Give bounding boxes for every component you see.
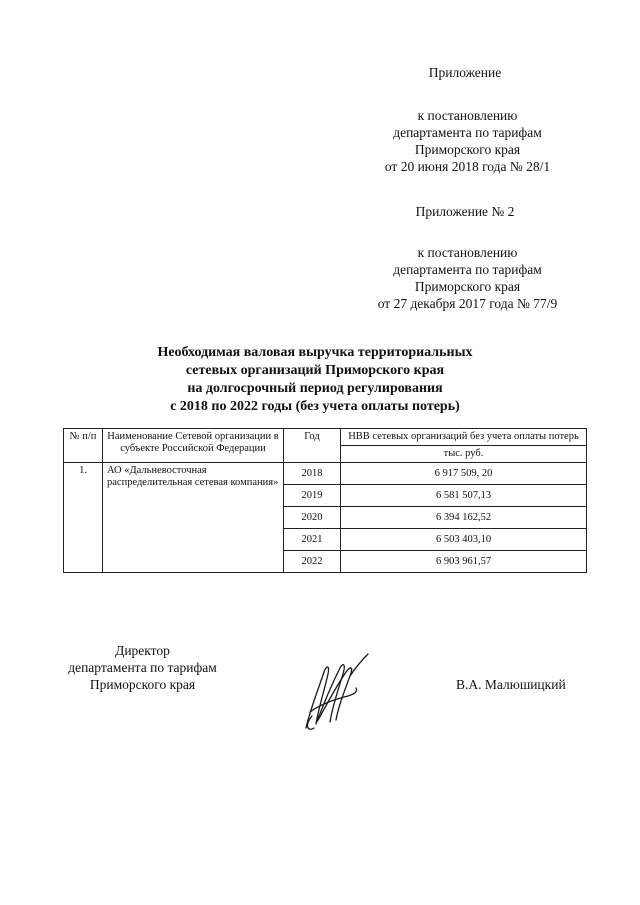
header-number: № п/п <box>64 429 103 463</box>
signatory-name: В.А. Малюшицкий <box>456 677 566 692</box>
revenue-cell: 6 394 162,52 <box>341 507 587 529</box>
title-line: на долгосрочный период регулирования <box>187 381 443 396</box>
appendix-1-line: к постановлению <box>417 108 518 123</box>
revenue-cell: 6 917 509, 20 <box>341 463 587 485</box>
year-cell: 2020 <box>284 507 341 529</box>
revenue-cell: 6 581 507,13 <box>341 485 587 507</box>
appendix-2-line: Приморского края <box>414 279 521 294</box>
table-row <box>64 463 587 485</box>
signatory-line: департамента по тарифам <box>68 660 217 675</box>
organization-name: АО «Дальневосточная распределительная сетевая компания» <box>103 463 284 573</box>
appendix-2-line: от 27 декабря 2017 года № 77/9 <box>377 296 558 311</box>
year-cell: 2019 <box>284 485 341 507</box>
appendix-1-line: департамента по тарифам <box>393 125 542 140</box>
appendix-2-line: департамента по тарифам <box>393 262 542 277</box>
revenue-cell: 6 903 961,57 <box>341 551 587 573</box>
appendix-2-reference <box>350 244 585 312</box>
document-title <box>130 344 500 416</box>
revenue-cell: 6 503 403,10 <box>341 529 587 551</box>
header-revenue: НВВ сетевых организаций без учета оплаты потерь <box>341 429 587 446</box>
year-cell: 2021 <box>284 529 341 551</box>
table-header-row <box>64 429 587 446</box>
title-line: сетевых организаций Приморского края <box>185 363 445 378</box>
signatory-line: Приморского края <box>89 677 196 692</box>
appendix-2-caption: Приложение № 2 <box>415 204 515 219</box>
signatory-line: Директор <box>115 643 170 658</box>
appendix-1-reference <box>350 107 585 175</box>
year-cell: 2022 <box>284 551 341 573</box>
header-year: Год <box>284 429 341 463</box>
header-organization: Наименование Сетевой организации в субъекте Российской Федерации <box>103 429 284 463</box>
title-line: Необходимая валовая выручка территориальных <box>157 345 473 360</box>
appendix-2-line: к постановлению <box>417 245 518 260</box>
appendix-1-line: от 20 июня 2018 года № 28/1 <box>384 159 551 174</box>
title-line: с 2018 по 2022 годы (без учета оплаты потерь) <box>170 399 460 414</box>
year-cell: 2018 <box>284 463 341 485</box>
appendix-1-line: Приморского края <box>414 142 521 157</box>
signatory-position <box>45 642 240 693</box>
header-unit: тыс. руб. <box>341 446 587 463</box>
revenue-table <box>63 428 587 573</box>
row-number: 1. <box>64 463 103 573</box>
handwritten-signature-icon <box>288 650 378 740</box>
appendix-1-caption: Приложение <box>428 65 502 80</box>
